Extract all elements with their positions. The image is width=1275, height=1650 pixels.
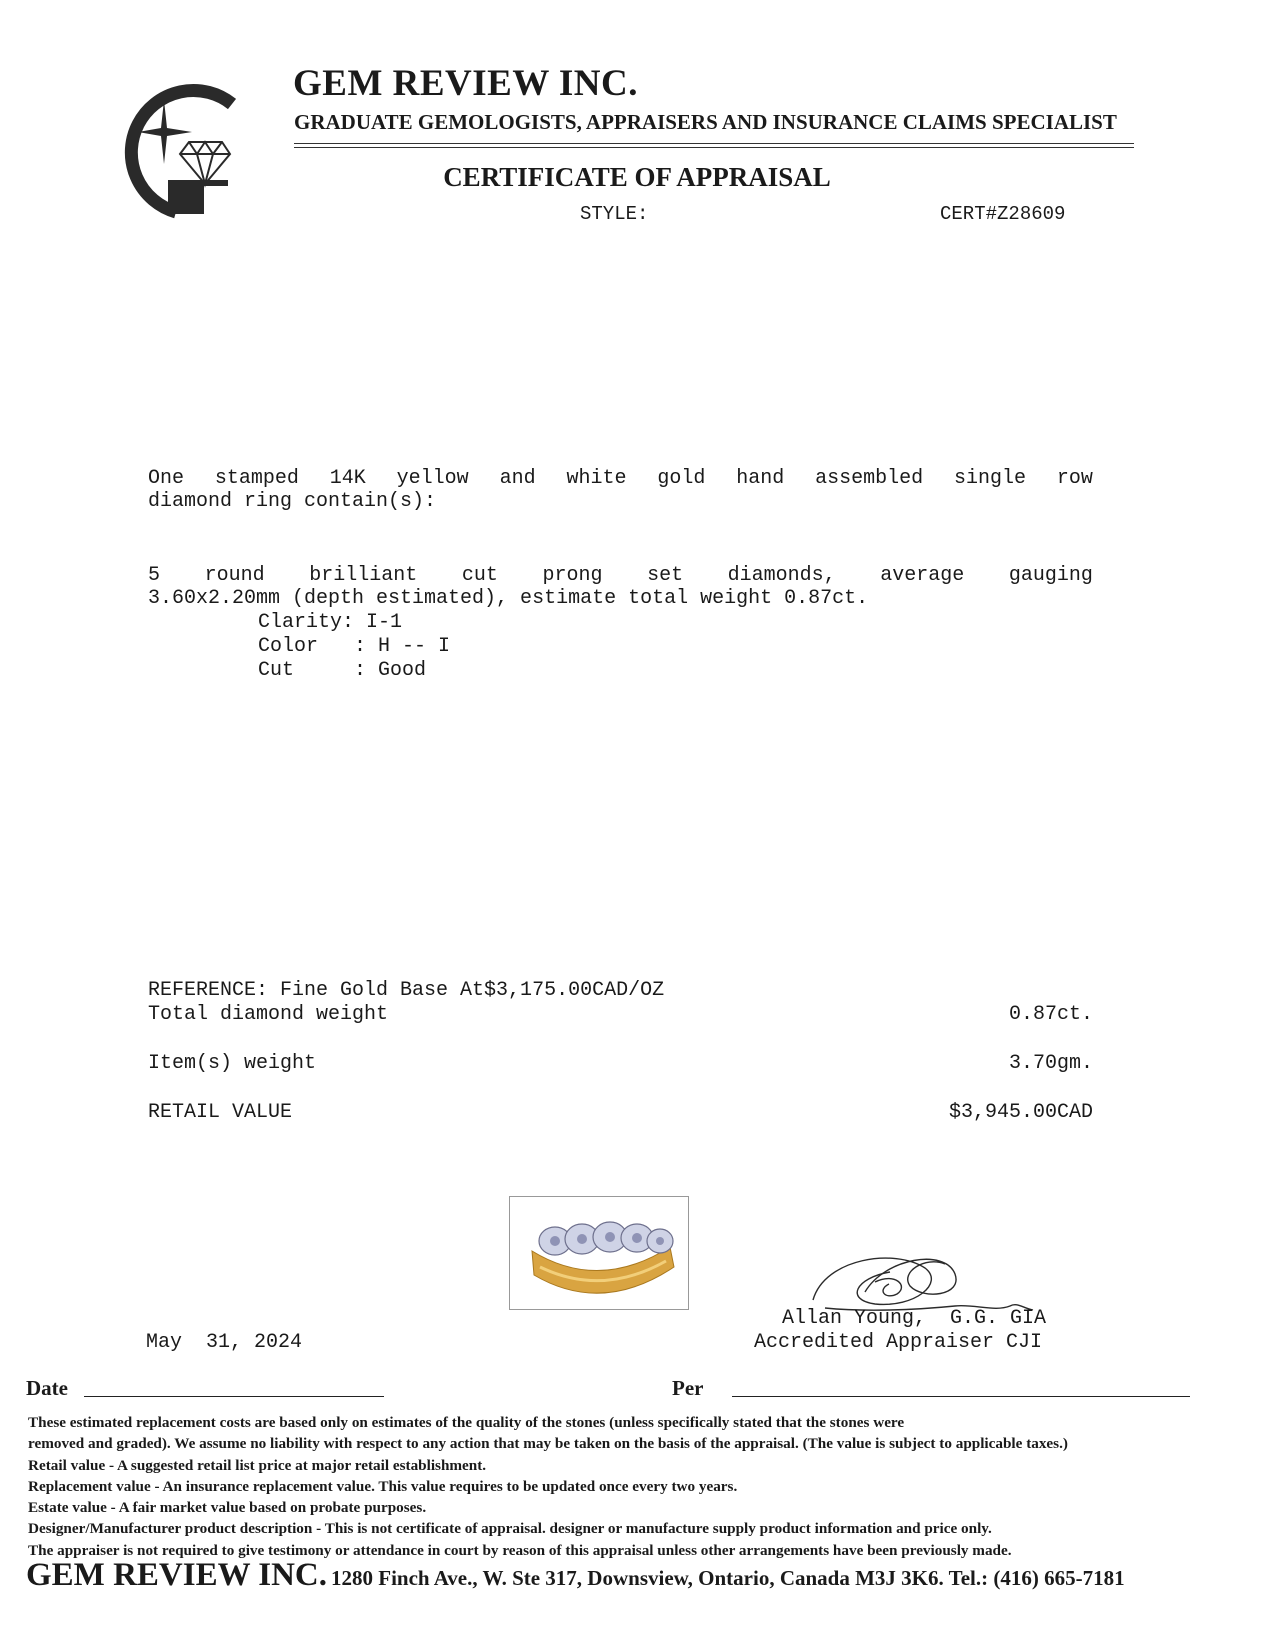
description-word: One	[148, 467, 185, 490]
clarity-grade: Clarity: I-1	[258, 611, 403, 634]
description-word: yellow	[396, 467, 469, 490]
item-weight-row	[148, 1052, 1093, 1075]
description-word: 14K	[329, 467, 366, 490]
retail-value-row	[148, 1101, 1093, 1124]
cut-grade: Cut : Good	[258, 659, 427, 682]
appraiser-title: Accredited Appraiser CJI	[754, 1331, 1043, 1354]
stones-description	[148, 564, 1093, 683]
description-word: stamped	[214, 467, 299, 490]
description-word: brilliant	[309, 564, 418, 587]
description-word: cut	[461, 564, 498, 587]
date-signature-line	[84, 1396, 384, 1397]
stones-description-line: 3.60x2.20mm (depth estimated), estimate total weight 0.87ct.	[148, 587, 869, 610]
description-word: gold	[657, 467, 706, 490]
appraisal-date: May 31, 2024	[146, 1331, 303, 1354]
description-word: prong	[542, 564, 603, 587]
total-diamond-weight-label: Total diamond weight	[148, 1003, 389, 1026]
footer-company-name: GEM REVIEW INC.	[26, 1557, 328, 1593]
description-word: 5	[148, 564, 161, 587]
item-description-line	[148, 467, 1093, 490]
description-word: gauging	[1008, 564, 1093, 587]
stones-description-line	[148, 564, 1093, 587]
header-divider	[294, 147, 1134, 148]
description-word: diamonds,	[727, 564, 836, 587]
disclaimer-line: These estimated replacement costs are based only on estimates of the quality of the stones (unless specifically stated that the stones were	[28, 1414, 905, 1431]
description-word: white	[566, 467, 627, 490]
per-signature-line	[732, 1396, 1190, 1397]
disclaimer-line: removed and graded). We assume no liability with respect to any action that may be taken on the basis of the appraisal. (The value is subject to applicable taxes.)	[28, 1435, 1068, 1453]
style-label: STYLE:	[580, 203, 649, 225]
disclaimer-line: The appraiser is not required to give testimony or attendance in court by reason of this appraisal unless other arrangements have been previously made.	[28, 1541, 1012, 1559]
disclaimer-line: Designer/Manufacturer product description - This is not certificate of appraisal. designer or manufacture supply product information and price only.	[28, 1520, 992, 1538]
total-diamond-weight-row	[148, 1003, 1093, 1026]
description-word: and	[499, 467, 536, 490]
description-word: set	[647, 564, 684, 587]
item-description	[148, 467, 1093, 514]
item-description-line: diamond ring contain(s):	[148, 490, 437, 513]
disclaimer-line: Retail value - A suggested retail list price at major retail establishment.	[28, 1456, 487, 1474]
retail-value-amount: $3,945.00CAD	[948, 1101, 1093, 1124]
per-label: Per	[672, 1376, 704, 1400]
gold-reference: REFERENCE: Fine Gold Base At$3,175.00CAD/OZ	[148, 979, 665, 1002]
certificate-number: CERT#Z28609	[940, 203, 1066, 225]
appraiser-name: Allan Young, G.G. GIA	[782, 1307, 1047, 1330]
item-weight-label: Item(s) weight	[148, 1052, 317, 1075]
document-title: CERTIFICATE OF APPRAISAL	[443, 162, 831, 192]
total-diamond-weight-value: 0.87ct.	[1008, 1003, 1093, 1026]
footer	[26, 1557, 1125, 1594]
disclaimer	[28, 1412, 1258, 1561]
header-divider	[294, 143, 1134, 144]
disclaimer-line: Estate value - A fair market value based on probate purposes.	[28, 1499, 427, 1517]
ring-photo	[509, 1196, 689, 1310]
description-word: average	[880, 564, 965, 587]
description-word: hand	[736, 467, 785, 490]
company-name: GEM REVIEW INC.	[293, 63, 638, 104]
description-word: row	[1056, 467, 1093, 490]
description-word: round	[204, 564, 265, 587]
company-tagline: GRADUATE GEMOLOGISTS, APPRAISERS AND INSURANCE CLAIMS SPECIALIST	[294, 110, 1117, 134]
item-weight-value: 3.70gm.	[1008, 1052, 1093, 1075]
color-grade: Color : H -- I	[258, 635, 451, 658]
disclaimer-line: Replacement value - An insurance replacement value. This value requires to be updated once every two years.	[28, 1477, 738, 1495]
company-logo	[104, 72, 244, 222]
description-word: assembled	[815, 467, 924, 490]
retail-value-label: RETAIL VALUE	[148, 1101, 293, 1124]
description-word: single	[954, 467, 1027, 490]
date-label: Date	[26, 1376, 68, 1400]
footer-address: 1280 Finch Ave., W. Ste 317, Downsview, Ontario, Canada M3J 3K6. Tel.: (416) 665-7181	[331, 1566, 1125, 1590]
